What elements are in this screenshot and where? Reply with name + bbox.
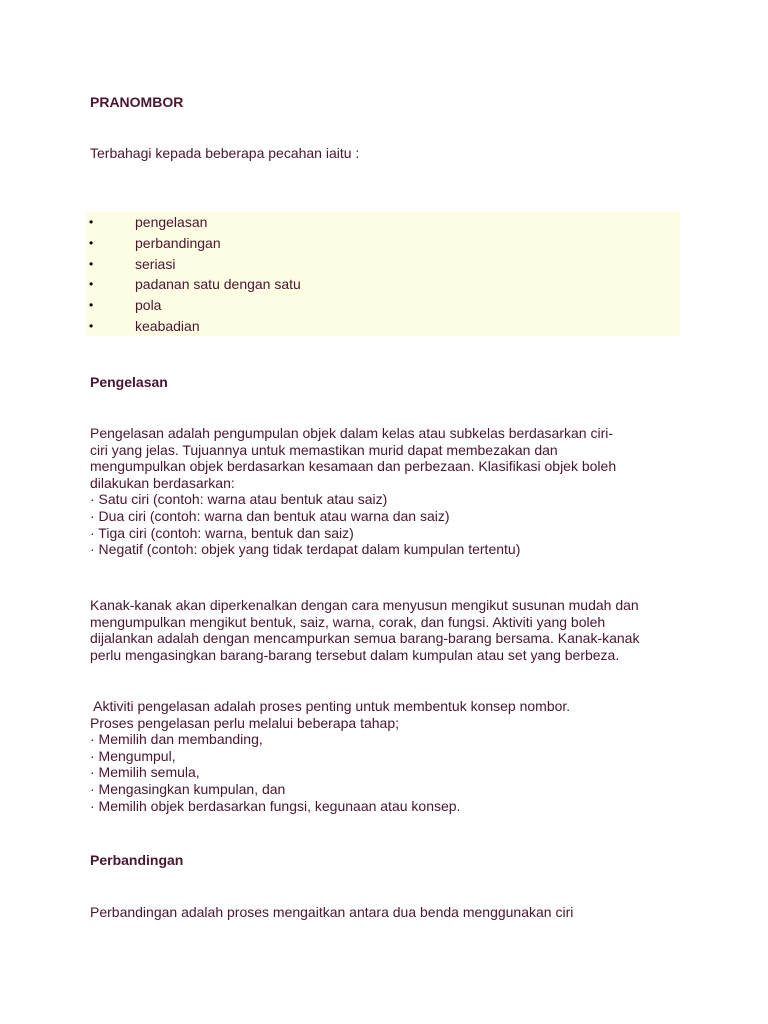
paragraph-line: dilakukan berdasarkan:	[90, 474, 235, 491]
bullet-label: keabadian	[135, 317, 200, 334]
bullet-label: seriasi	[135, 255, 176, 272]
paragraph-line: Aktiviti pengelasan adalah proses penting untuk membentuk konsep nombor.	[90, 698, 571, 714]
pengelasan-paragraph-2	[90, 597, 650, 663]
paragraph-line: · Mengasingkan kumpulan, dan	[90, 780, 286, 797]
bullet-label: pengelasan	[135, 214, 208, 230]
bullet-icon: •	[89, 298, 94, 313]
paragraph-line: ciri yang jelas. Tujuannya untuk memastikan murid dapat membezakan dan	[90, 441, 558, 458]
bullet-label: perbandingan	[135, 234, 221, 251]
paragraph-line: · Mengumpul,	[90, 747, 176, 764]
bullet-list	[86, 212, 680, 337]
bullet-list-highlight	[86, 212, 680, 336]
paragraph-line: Pengelasan adalah pengumpulan objek dalam kelas atau subkelas berdasarkan ciri-	[90, 425, 614, 441]
paragraph-line: Perbandingan adalah proses mengaitkan antara dua benda menggunakan ciri	[90, 904, 574, 920]
paragraph-line: Proses pengelasan perlu melalui beberapa tahap;	[90, 714, 399, 731]
paragraph-line: · Memilih dan membanding,	[90, 731, 263, 748]
list-item	[86, 233, 680, 254]
paragraph-line: · Negatif (contoh: objek yang tidak terdapat dalam kumpulan tertentu)	[90, 541, 521, 558]
list-item	[86, 254, 680, 275]
paragraph-line: · Satu ciri (contoh: warna atau bentuk atau saiz)	[90, 491, 388, 508]
bullet-icon: •	[89, 277, 94, 292]
paragraph-line: · Memilih semula,	[90, 764, 200, 781]
paragraph-line: mengumpulkan mengikut bentuk, saiz, warna, corak, dan fungsi. Aktiviti yang boleh	[90, 613, 606, 630]
pengelasan-paragraph-1	[90, 425, 650, 558]
intro-line: Terbahagi kepada beberapa pecahan iaitu :	[90, 145, 360, 161]
paragraph-line: mengumpulkan objek berdasarkan kesamaan dan perbezaan. Klasifikasi objek boleh	[90, 458, 617, 475]
list-item	[86, 274, 680, 295]
bullet-icon: •	[89, 318, 94, 333]
bullet-icon: •	[89, 215, 94, 229]
paragraph-line: Kanak-kanak akan diperkenalkan dengan cara menyusun mengikut susunan mudah dan	[90, 597, 639, 613]
section-heading-pengelasan: Pengelasan	[90, 374, 168, 390]
list-item	[86, 316, 680, 337]
bullet-icon: •	[89, 235, 94, 250]
bullet-icon: •	[89, 256, 94, 271]
list-item	[86, 212, 680, 233]
paragraph-line: dijalankan adalah dengan mencampurkan semua barang-barang bersama. Kanak-kanak	[90, 630, 640, 647]
paragraph-line: · Dua ciri (contoh: warna dan bentuk atau warna dan saiz)	[90, 507, 450, 524]
paragraph-line: · Tiga ciri (contoh: warna, bentuk dan saiz)	[90, 524, 354, 541]
bullet-label: padanan satu dengan satu	[135, 276, 301, 293]
bullet-label: pola	[135, 297, 162, 314]
pengelasan-paragraph-3	[90, 698, 650, 814]
section-heading-perbandingan: Perbandingan	[90, 852, 184, 868]
list-item	[86, 295, 680, 316]
intro-text	[90, 145, 650, 162]
paragraph-line: · Memilih objek berdasarkan fungsi, kegunaan atau konsep.	[90, 797, 461, 814]
perbandingan-paragraph-1	[90, 904, 650, 921]
paragraph-line: perlu mengasingkan barang-barang tersebut dalam kumpulan atau set yang berbeza.	[90, 646, 620, 663]
document-title: PRANOMBOR	[90, 94, 184, 110]
